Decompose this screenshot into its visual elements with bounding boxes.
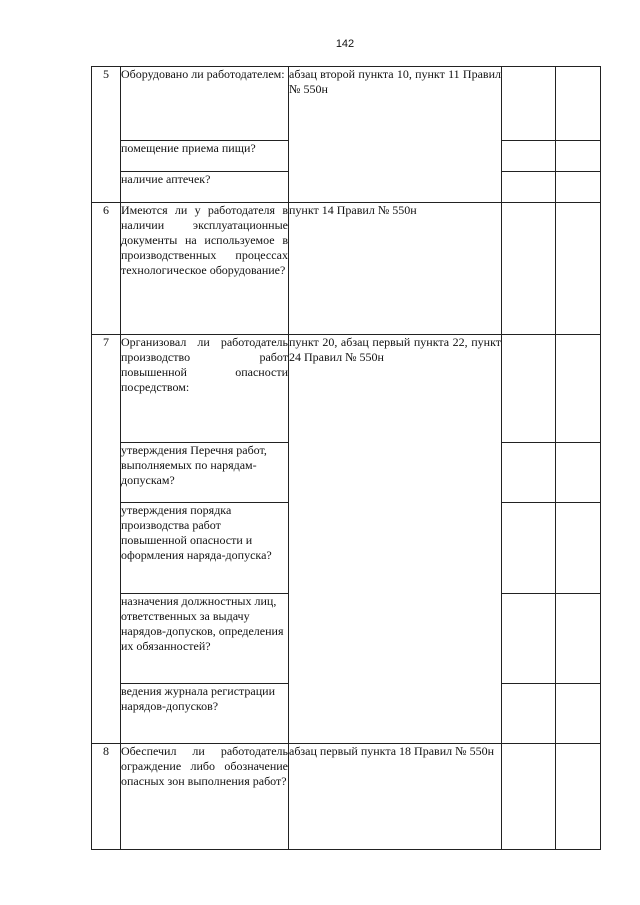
reference-cell: абзац второй пункта 10, пункт 11 Правил № 550н [289,67,502,203]
reference-cell: абзац первый пункта 18 Правил № 550н [289,744,502,850]
question-cell: утверждения порядка производства работ повышенной опасности и оформления наряда-допуска? [121,503,289,594]
answer-cell [502,684,556,744]
answer-cell [502,744,556,850]
question-cell: Имеются ли у работодателя в наличии эксплуатационные документы на используемое в производственных процессах технологическое оборудование? [121,203,289,335]
answer-cell [502,594,556,684]
question-cell: утверждения Перечня работ, выполняемых по нарядам-допускам? [121,443,289,503]
answer-cell [502,203,556,335]
reference-cell: пункт 14 Правил № 550н [289,203,502,335]
answer-cell [502,335,556,443]
answer-cell [502,172,556,203]
note-cell [556,684,601,744]
note-cell [556,503,601,594]
row-number: 5 [92,67,121,203]
note-cell [556,443,601,503]
note-cell [556,335,601,443]
question-cell: наличие аптечек? [121,172,289,203]
question-cell: помещение приема пищи? [121,141,289,172]
table-row [92,67,601,141]
answer-cell [502,67,556,141]
question-cell: ведения журнала регистрации нарядов-допусков? [121,684,289,744]
question-cell: назначения должностных лиц, ответственных за выдачу нарядов-допусков, определения их обязанностей? [121,594,289,684]
reference-cell: пункт 20, абзац первый пункта 22, пункт 24 Правил № 550н [289,335,502,744]
question-cell: Обеспечил ли работодатель ограждение либо обозначение опасных зон выполнения работ? [121,744,289,850]
note-cell [556,744,601,850]
table-row [92,203,601,335]
note-cell [556,203,601,335]
row-number: 7 [92,335,121,744]
page-number: 142 [335,38,355,50]
note-cell [556,141,601,172]
checklist-table [91,66,601,850]
note-cell [556,67,601,141]
note-cell [556,172,601,203]
answer-cell [502,503,556,594]
row-number: 8 [92,744,121,850]
answer-cell [502,443,556,503]
question-cell: Организовал ли работодатель производство работ повышенной опасности посредством: [121,335,289,443]
row-number: 6 [92,203,121,335]
table-row [92,744,601,850]
answer-cell [502,141,556,172]
question-cell: Оборудовано ли работодателем: [121,67,289,141]
note-cell [556,594,601,684]
table-row [92,335,601,443]
